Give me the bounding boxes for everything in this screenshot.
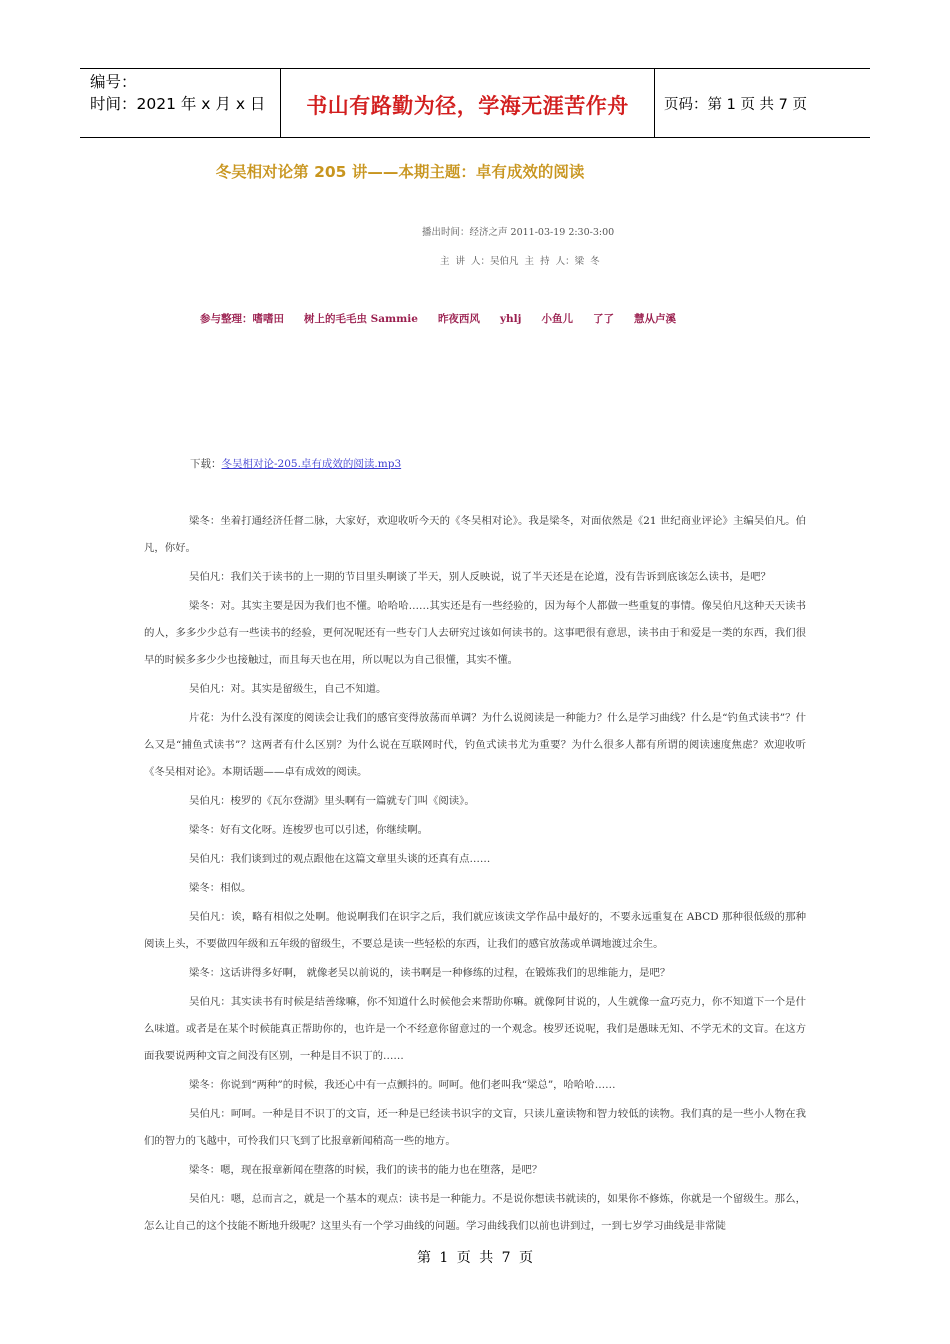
transcript-paragraph: 梁冬：对。其实主要是因为我们也不懂。哈哈哈……其实还是有一些经验的，因为每个人都做一些重复的事情。像吴伯凡这种天天读书的人，多多少少总有一些读书的经验，更何况呢还有一些专门人去研究过该如何读书的。这事吧很有意思，读书由于和爱是一类的东西，我们很早的时候多多少少也接触过，而且每天也在用，所以呢以为自己很懂，其实不懂。 (144, 600, 806, 666)
download-link[interactable]: 冬吴相对论-205.卓有成效的阅读.mp3 (221, 458, 402, 470)
contributor-name: 小鱼儿 (541, 313, 573, 325)
broadcast-info: 播出时间：经济之声 2011-03-19 2:30-3:00 (422, 227, 615, 238)
download-line (190, 456, 401, 471)
contributors-line (200, 311, 696, 326)
transcript-paragraph: 梁冬：你说到“两种”的时候，我还心中有一点颤抖的。呵呵。他们老叫我“梁总”，哈哈哈…… (189, 1079, 616, 1091)
transcript-paragraph: 吴伯凡：我们谈到过的观点跟他在这篇文章里头谈的还真有点…… (189, 853, 491, 865)
transcript-paragraph: 梁冬：好有文化呀。连梭罗也可以引述，你继续啊。 (189, 824, 428, 836)
transcript-body (144, 508, 806, 1242)
header-left-cell (80, 69, 290, 137)
number-label: 编号： (90, 73, 137, 91)
transcript-paragraph: 吴伯凡：诶，略有相似之处啊。他说啊我们在识字之后，我们就应该读文学作品中最好的，不要永远重复在 ABCD 那种很低级的那种阅读上头，不要做四年级和五年级的留级生，不要总是读一些轻松的东西，让我们的感官放荡或单调地渡过余生。 (144, 911, 806, 950)
page-footer: 第 1 页 共 7 页 (416, 1250, 534, 1266)
transcript-paragraph: 吴伯凡：其实读书有时候是结善缘嘛，你不知道什么时候他会来帮助你嘛。就像阿甘说的，人生就像一盒巧克力，你不知道下一个是什么味道。或者是在某个时候能真正帮助你的，也许是一个不经意你留意过的一个观念。梭罗还说呢，我们是愚昧无知、不学无术的文盲。在这方面我要说两种文盲之间没有区别，一种是目不识丁的…… (144, 996, 806, 1062)
transcript-paragraph: 吴伯凡：嗯，总而言之，就是一个基本的观点：读书是一种能力。不是说你想读书就读的，如果你不修炼，你就是一个留级生。那么，怎么让自己的这个技能不断地升级呢？这里头有一个学习曲线的问题。学习曲线我们以前也讲到过，一到七岁学习曲线是非常陡 (144, 1193, 806, 1232)
header-table (80, 68, 870, 138)
page-code: 页码：第 1 页 共 7 页 (664, 96, 807, 113)
header-middle-cell (280, 69, 655, 137)
transcript-paragraph: 梁冬：这话讲得多好啊， 就像老吴以前说的，读书啊是一种修练的过程，在锻炼我们的思维能力，是吧？ (189, 967, 671, 979)
document-title: 冬吴相对论第 205 讲——本期主题：卓有成效的阅读 (215, 163, 585, 181)
transcript-paragraph: 吴伯凡：对。其实是留级生，自己不知道。 (189, 683, 387, 695)
transcript-paragraph: 梁冬：坐着打通经济任督二脉，大家好，欢迎收听今天的《冬吴相对论》。我是梁冬，对面依然是《21 世纪商业评论》主编吴伯凡。伯凡，你好。 (144, 515, 806, 554)
host-info: 主 讲 人：吴伯凡 主 持 人：梁 冬 (440, 256, 600, 267)
contributor-name: 树上的毛毛虫 Sammie (304, 313, 418, 325)
contributor-name: yhlj (499, 313, 522, 325)
motto: 书山有路勤为径，学海无涯苦作舟 (306, 93, 629, 118)
date-label: 时间：2021 年 x 月 x 日 (90, 95, 266, 113)
transcript-paragraph: 梁冬：相似。 (189, 882, 252, 894)
contributor-name: 昨夜西风 (437, 313, 480, 325)
transcript-paragraph: 梁冬：嗯，现在报章新闻在堕落的时候，我们的读书的能力也在堕落，是吧？ (189, 1164, 543, 1176)
download-label: 下载： (190, 458, 222, 470)
transcript-paragraph: 吴伯凡：梭罗的《瓦尔登湖》里头啊有一篇就专门叫《阅读》。 (189, 795, 475, 807)
contributor-name: 了了 (592, 313, 614, 325)
transcript-paragraph: 吴伯凡：我们关于读书的上一期的节目里头啊谈了半天，别人反映说，说了半天还是在论道，没有告诉到底该怎么读书，是吧？ (189, 571, 771, 583)
header-right-cell (654, 69, 870, 137)
contributor-name: 慧从卢溪 (633, 313, 676, 325)
transcript-paragraph: 片花：为什么没有深度的阅读会让我们的感官变得放荡而单调？为什么说阅读是一种能力？什么是学习曲线？什么是“钓鱼式读书”？什么又是“捕鱼式读书”？这两者有什么区别？为什么说在互联网时代，钓鱼式读书尤为重要？为什么很多人都有所谓的阅读速度焦虑？欢迎收听《冬吴相对论》。本期话题——卓有成效的阅读。 (144, 712, 806, 778)
contributor-name: 嗜嗜田 (252, 313, 284, 325)
transcript-paragraph: 吴伯凡：呵呵。一种是目不识丁的文盲，还一种是已经读书识字的文盲，只读儿童读物和智力较低的读物。我们真的是一些小人物在我们的智力的飞越中，可怜我们只飞到了比报章新闻稍高一些的地方。 (144, 1108, 806, 1147)
contributors-label: 参与整理： (200, 313, 253, 325)
